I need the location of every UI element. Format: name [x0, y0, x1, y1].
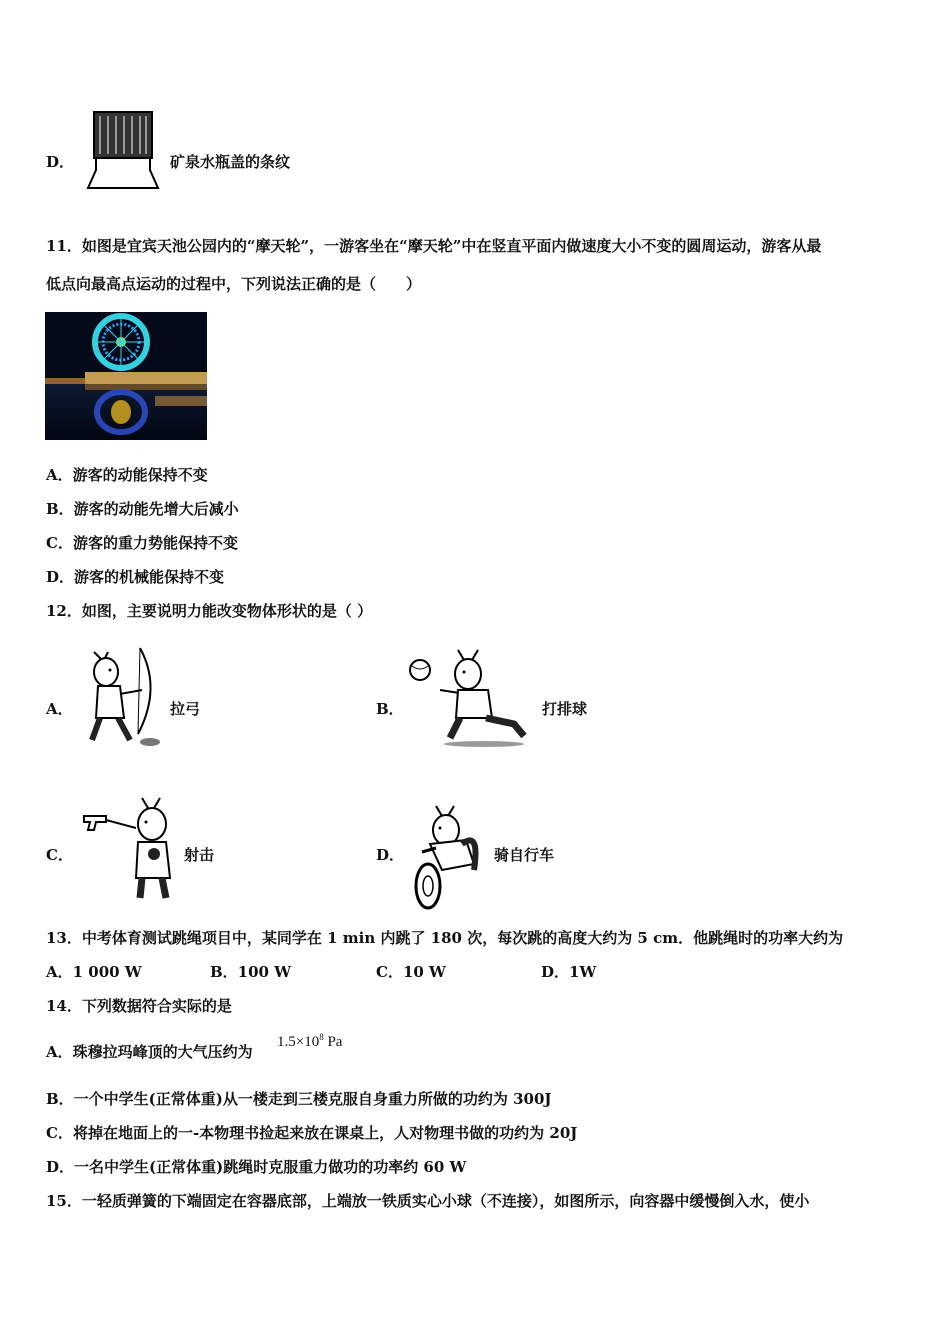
- q14-option-a-formula: [277, 1032, 342, 1051]
- formula-exponent: 8: [319, 1032, 324, 1042]
- q14-stem: 14．下列数据符合实际的是: [46, 997, 232, 1015]
- q14-option-b: B．一个中学生(正常体重)从一楼走到三楼克服自身重力所做的功约为 300J: [46, 1090, 552, 1108]
- volleyball-goat-figure: [404, 644, 534, 748]
- q13-option-b: B．100 W: [210, 963, 292, 981]
- q12-stem: 12．如图，主要说明力能改变物体形状的是（ ）: [46, 602, 373, 620]
- q14-option-c: C．将掉在地面上的一-本物理书捡起来放在课桌上，人对物理书做的功约为 20J: [46, 1124, 578, 1142]
- q13-option-a: A．1 000 W: [46, 963, 142, 981]
- q14-option-a-text: A．珠穆拉玛峰顶的大气压约为: [46, 1043, 253, 1061]
- q12-option-d-label: D．: [376, 846, 405, 864]
- q11-option-c: C．游客的重力势能保持不变: [46, 534, 238, 552]
- q10-option-d-label: D．: [46, 153, 75, 171]
- formula-unit: Pa: [323, 1034, 343, 1050]
- q13-option-d: D．1W: [541, 963, 597, 981]
- q14-option-d: D．一名中学生(正常体重)跳绳时克服重力做功的功率约 60 W: [46, 1158, 467, 1176]
- archery-goat-figure: [80, 642, 166, 750]
- q11-option-b: B．游客的动能先增大后减小: [46, 500, 239, 518]
- formula-base: 1.5×10: [277, 1034, 320, 1050]
- q12-option-a-text: 拉弓: [170, 700, 201, 718]
- q15-stem: 15．一轻质弹簧的下端固定在容器底部，上端放一铁质实心小球（不连接），如图所示，向容器中缓慢倒入水，使小: [46, 1192, 810, 1210]
- q12-option-c-label: C．: [46, 846, 73, 864]
- q11-option-a: A．游客的动能保持不变: [46, 466, 208, 484]
- q11-option-d: D．游客的机械能保持不变: [46, 568, 225, 586]
- q10-option-d-text: 矿泉水瓶盖的条纹: [170, 153, 291, 171]
- q13-option-c: C．10 W: [376, 963, 446, 981]
- q12-option-d-text: 骑自行车: [494, 846, 555, 864]
- shooting-goat-figure: [80, 794, 180, 904]
- q11-stem-line2: 低点向最高点运动的过程中，下列说法正确的是（ ）: [46, 275, 422, 293]
- q12-option-b-text: 打排球: [542, 700, 588, 718]
- q13-stem: 13．中考体育测试跳绳项目中，某同学在 1 min 内跳了 180 次，每次跳的高度大约为 5 cm．他跳绳时的功率大约为: [46, 929, 844, 947]
- q12-option-c-text: 射击: [184, 846, 215, 864]
- q12-option-b-label: B．: [376, 700, 404, 718]
- q11-stem-line1: 11．如图是宜宾天池公园内的“摩天轮”，一游客坐在“摩天轮”中在竖直平面内做速度大小不变的圆周运动，游客从最: [46, 237, 822, 255]
- q12-option-a-label: A．: [46, 700, 73, 718]
- bottle-cap-figure: [84, 108, 162, 192]
- cycling-goat-figure: [408, 800, 488, 912]
- ferris-wheel-photo: [45, 312, 207, 440]
